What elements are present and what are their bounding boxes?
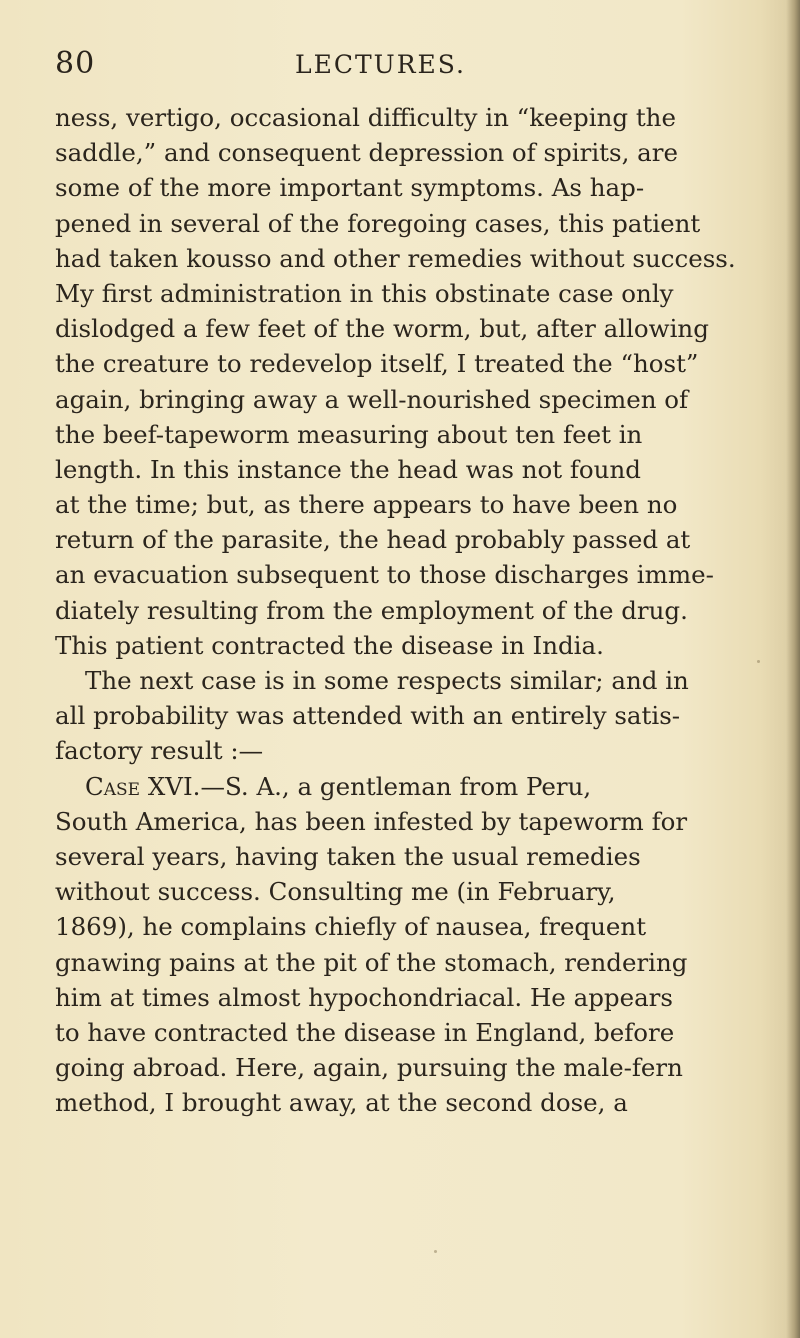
text-line: saddle,” and consequent depression of spirits, are	[55, 138, 678, 168]
text-line: ness, vertigo, occasional difficulty in “keeping the	[55, 103, 676, 132]
text-line: the beef-tapeworm measuring about ten feet in	[55, 419, 643, 449]
text-line: the creature to redevelop itself, I treated the “host”	[55, 349, 699, 379]
paper-speck	[434, 1250, 437, 1253]
text-line: dislodged a few feet of the worm, but, after allowing	[55, 314, 709, 344]
text-line: diately resulting from the employment of the drug.	[55, 595, 688, 625]
text-line: return of the parasite, the head probably passed at	[55, 525, 691, 555]
text-line: This patient contracted the disease in India.	[55, 630, 604, 660]
body-text	[55, 100, 755, 1120]
text-line: some of the more important symptoms. As hap-	[55, 173, 645, 203]
paper-speck	[757, 660, 760, 663]
text-line: My first administration in this obstinate case only	[55, 278, 674, 308]
text-line: pened in several of the foregoing cases, this patient	[55, 208, 701, 238]
text-line: gnawing pains at the pit of the stomach, rendering	[55, 947, 688, 977]
text-line: method, I brought away, at the second dose, a	[55, 1088, 628, 1118]
text-line: again, bringing away a well-nourished specimen of	[55, 384, 689, 414]
text-line: going abroad. Here, again, pursuing the male-fern	[55, 1053, 683, 1083]
text-line: factory result :—	[55, 736, 264, 766]
text-line: 1869), he complains chiefly of nausea, frequent	[55, 912, 647, 942]
text-line: to have contracted the disease in England, before	[55, 1017, 675, 1047]
case-heading: Case XVI.—	[85, 771, 225, 801]
text-line: had taken kousso and other remedies without success.	[55, 243, 736, 273]
running-title: LECTURES.	[295, 50, 466, 79]
text-line: him at times almost hypochondriacal. He appears	[55, 982, 673, 1012]
text-line: at the time; but, as there appears to have been no	[55, 490, 678, 520]
text-line: without success. Consulting me (in February,	[55, 877, 616, 907]
paragraph-start-line: The next case is in some respects similar; and in	[85, 666, 689, 695]
text-line: length. In this instance the head was not found	[55, 454, 641, 484]
page-number: 80	[55, 46, 96, 81]
text-line: South America, has been infested by tapeworm for	[55, 806, 688, 836]
text-line: several years, having taken the usual remedies	[55, 841, 641, 871]
text-line: S. A., a gentleman from Peru,	[224, 771, 592, 801]
page-binding-edge	[786, 0, 800, 1338]
page-header	[55, 46, 735, 86]
text-line: all probability was attended with an entirely satis-	[55, 701, 681, 731]
text-line: an evacuation subsequent to those discharges imme-	[55, 560, 714, 590]
case-heading-line	[55, 769, 755, 804]
